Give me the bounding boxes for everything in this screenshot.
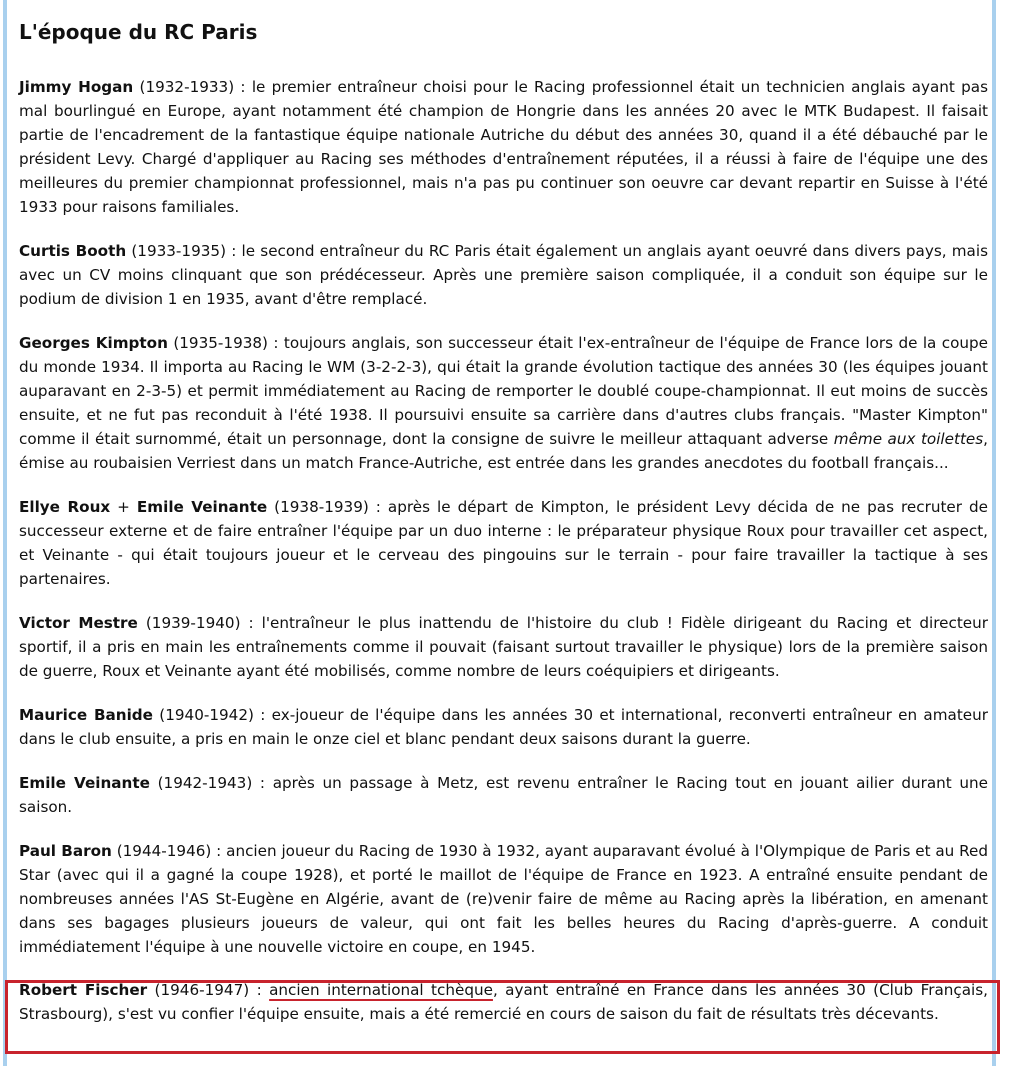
coach-description: : le second entraîneur du RC Paris était également un anglais ayant oeuvré dans divers pays, mais avec un CV moins clinquant que son prédécesseur. Après une première saison compliquée, il a conduit son équipe sur le podium de division 1 en 1935, avant d'être remplacé. bbox=[19, 242, 988, 308]
entry-veinante bbox=[19, 771, 988, 819]
coach-name: Jimmy Hogan bbox=[19, 78, 134, 96]
coach-description: : le premier entraîneur choisi pour le Racing professionnel était un technicien anglais ayant pas mal bourlingué en Europe, ayant notamment été champion de Hongrie dans les années 20 avec le MTK Budapest. Il faisait partie de l'encadrement de la fantastique équipe nationale Autriche du début des années 30, quand il a été débauché par le président Levy. Chargé d'appliquer au Racing ses méthodes d'entraînement réputées, il a réussi à faire de l'équipe une des meilleures du premier championnat professionnel, mais n'a pas pu continuer son oeuvre car devant repartir en Suisse à l'été 1933 pour raisons familiales. bbox=[19, 78, 989, 216]
entry-booth bbox=[19, 239, 988, 311]
coach-period: (1940-1942) bbox=[159, 706, 254, 724]
coach-name: Georges Kimpton bbox=[19, 334, 168, 352]
entry-mestre bbox=[19, 611, 988, 683]
coach-period: (1938-1939) bbox=[274, 498, 369, 516]
entry-baron bbox=[19, 839, 988, 959]
article bbox=[19, 18, 988, 1047]
entry-hogan bbox=[19, 75, 988, 219]
coach-name: Paul Baron bbox=[19, 842, 112, 860]
entry-banide bbox=[19, 703, 988, 751]
coach-name: Emile Veinante bbox=[19, 774, 150, 792]
entry-roux-veinante bbox=[19, 495, 988, 591]
coach-period: (1942-1943) bbox=[157, 774, 253, 792]
coach-name: Maurice Banide bbox=[19, 706, 153, 724]
coach-description: : toujours anglais, son successeur était l'ex-entraîneur de l'équipe de France lors de la coupe du monde 1934. Il importa au Racing le WM (3-2-2-3), qui était la grande évolution tactique des années 30 (les équipes jouant auparavant en 2-3-5) et permit immédiatement au Racing de remporter le doublé coupe-championnat. Il eut moins de succès ensuite, et ne fut pas reconduit à l'été 1938. Il poursuivi ensuite sa carrière dans d'autres clubs français. "Master Kimpton" comme il était surnommé, était un personnage, dont la consigne de suivre le meilleur attaquant adverse bbox=[19, 334, 989, 448]
separator: : bbox=[249, 981, 270, 999]
coach-description: : après le départ de Kimpton, le président Levy décida de ne pas recruter de successeur externe et de faire entraîner l'équipe par un duo interne : le préparateur physique Roux pour travailler cet aspect, et Veinante - qui était toujours joueur et le cerveau des pingouins sur le terrain - pour faire travailler la tactique à ses partenaires. bbox=[19, 498, 988, 588]
coach-period: (1935-1938) bbox=[173, 334, 268, 352]
coach-period: (1939-1940) bbox=[145, 614, 241, 632]
coach-name: Curtis Booth bbox=[19, 242, 127, 260]
entry-fischer bbox=[19, 978, 988, 1026]
coach-description: : ex-joueur de l'équipe dans les années 30 et international, reconverti entraîneur en amateur dans le club ensuite, a pris en main le onze ciel et blanc pendant deux saisons durant la guerre. bbox=[19, 706, 989, 748]
coach-period: (1944-1946) bbox=[116, 842, 212, 860]
coach-description: : après un passage à Metz, est revenu entraîner le Racing tout en jouant ailier durant une saison. bbox=[19, 774, 989, 816]
underlined-phrase: ancien international tchèque bbox=[269, 981, 493, 999]
coach-name: Emile Veinante bbox=[136, 498, 268, 516]
coach-name: Victor Mestre bbox=[19, 614, 138, 632]
coach-description: , ayant entraîné en France dans les années 30 (Club Français, Strasbourg), s'est vu confier l'équipe ensuite, mais a été remercié en cours de saison du fait de résultats très décevants. bbox=[19, 981, 988, 1023]
coach-name: Robert Fischer bbox=[19, 981, 148, 999]
coach-period: (1932-1933) bbox=[139, 78, 235, 96]
entry-kimpton bbox=[19, 331, 988, 475]
name-joiner: + bbox=[110, 498, 137, 516]
coach-description-end: , émise au roubaisien Verriest dans un match France-Autriche, est entrée dans les grandes anecdotes du football français... bbox=[19, 430, 988, 472]
coach-period: (1946-1947) bbox=[154, 981, 250, 999]
coach-period: (1933-1935) bbox=[131, 242, 226, 260]
coach-description: : l'entraîneur le plus inattendu de l'histoire du club ! Fidèle dirigeant du Racing et directeur sportif, il a pris en main les entraînements comme il pouvait (faisant surtout travailler le physique) lors de la première saison de guerre, Roux et Veinante ayant été mobilisés, comme nombre de leurs coéquipiers et dirigeants. bbox=[19, 614, 989, 680]
page-title: L'époque du RC Paris bbox=[19, 20, 258, 44]
italic-phrase: même aux toilettes bbox=[833, 430, 984, 448]
coach-description: : ancien joueur du Racing de 1930 à 1932, ayant auparavant évolué à l'Olympique de Paris et au Red Star (avec qui il a gagné la coupe 1928), et porté le maillot de l'équipe de France en 1923. A entraîné ensuite pendant de nombreuses années l'AS St-Eugène en Algérie, avant de (re)venir faire de même au Racing après la libération, en amenant dans ses bagages plusieurs joueurs de valeur, qui ont fait les belles heures du Racing d'après-guerre. A conduit immédiatement l'équipe à une nouvelle victoire en coupe, en 1945. bbox=[19, 842, 988, 956]
coach-name: Ellye Roux bbox=[19, 498, 111, 516]
